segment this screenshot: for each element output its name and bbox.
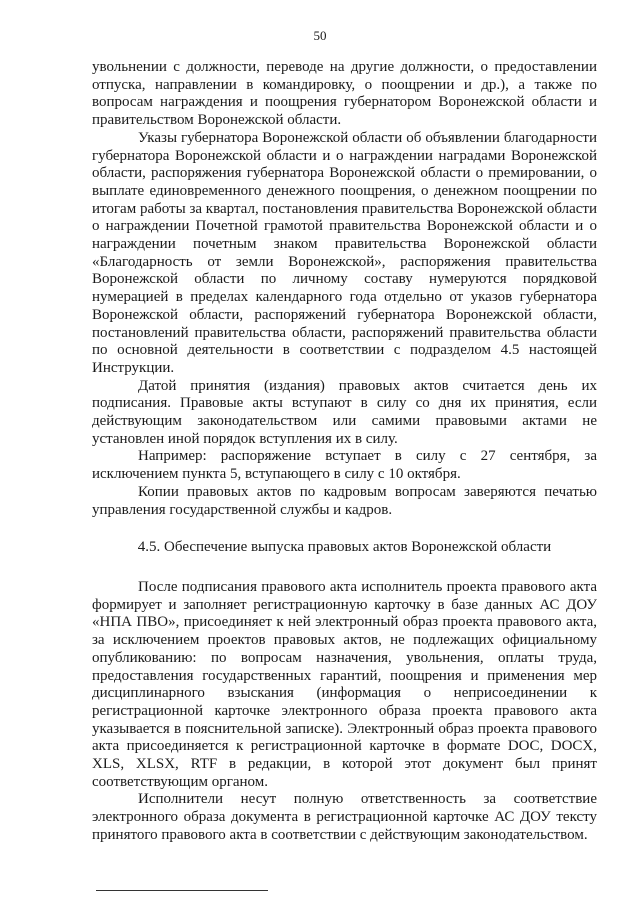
section-heading: 4.5. Обеспечение выпуска правовых актов Воронежской области bbox=[137, 539, 552, 556]
paragraph-continuation: увольнении с должности, переводе на другие должности, о предоставлении отпуска, направлении в командировку, о поощрении и др.), а также по вопросам награждения и поощрения губернатором Воронежской области и правительством Воронежской области. bbox=[92, 59, 597, 129]
paragraph-example: Например: распоряжение вступает в силу с 27 сентября, за исключением пункта 5, вступающего в силу с 10 октября. bbox=[92, 448, 597, 483]
paragraph-responsibility: Исполнители несут полную ответственность за соответствие электронного образа документа в регистрационной карточке АС ДОУ тексту принятого правового акта в соответствии с действующим законодательством. bbox=[92, 791, 597, 843]
paragraph-adoption-date: Датой принятия (издания) правовых актов считается день их подписания. Правовые акты вступают в силу со дня их принятия, если действующим законодательством или самими правовыми актами не установлен иной порядок вступления их в силу. bbox=[92, 377, 597, 447]
paragraph-copies-certification: Копии правовых актов по кадровым вопросам заверяются печатью управления государственной службы и кадров. bbox=[92, 483, 597, 518]
paragraph-numbering-rules: Указы губернатора Воронежской области об объявлении благодарности губернатора Воронежской области и о награждении наградами Воронежской области, распоряжения губернатора Воронежской области о премировании, о выплате единовременного денежного поощрения, о денежном поощрении по итогам работы за квартал, постановления правительства Воронежской области о награждении Почетной грамотой правительства Воронежской области и о награждении почетным знаком правительства Воронежской области «Благодарность от земли Воронежской», распоряжения правительства Воронежской области по личному составу нумеруются порядковой нумерацией в пределах календарного года отдельно от указов губернатора Воронежской области, распоряжений губернатора Воронежской области, постановлений правительства области, распоряжений правительства области по основной деятельности в соответствии с подразделом 4.5 настоящей Инструкции. bbox=[92, 129, 597, 376]
paragraph-registration-card: После подписания правового акта исполнитель проекта правового акта формирует и заполняет регистрационную карточку в базе данных АС ДОУ «НПА ПВО», присоединяет к ней электронный образ проекта правового акта, за исключением проектов правовых актов, не подлежащих официальному опубликованию: по вопросам назначения, увольнения, оплаты труда, предоставления государственных гарантий, поощрения и применения мер дисциплинарного взыскания (информация о неприсоединении к регистрационной карточке электронного образа проекта правового акта указывается в пояснительной записке). Электронный образ проекта правового акта присоединяется к регистрационной карточке в формате DOC, DOCX, XLS, XLSX, RTF в редакции, в которой этот документ был принят соответствующим органом. bbox=[92, 578, 597, 790]
page-number: 50 bbox=[313, 28, 327, 43]
document-body bbox=[92, 59, 597, 845]
footnote-separator-line bbox=[96, 890, 268, 891]
